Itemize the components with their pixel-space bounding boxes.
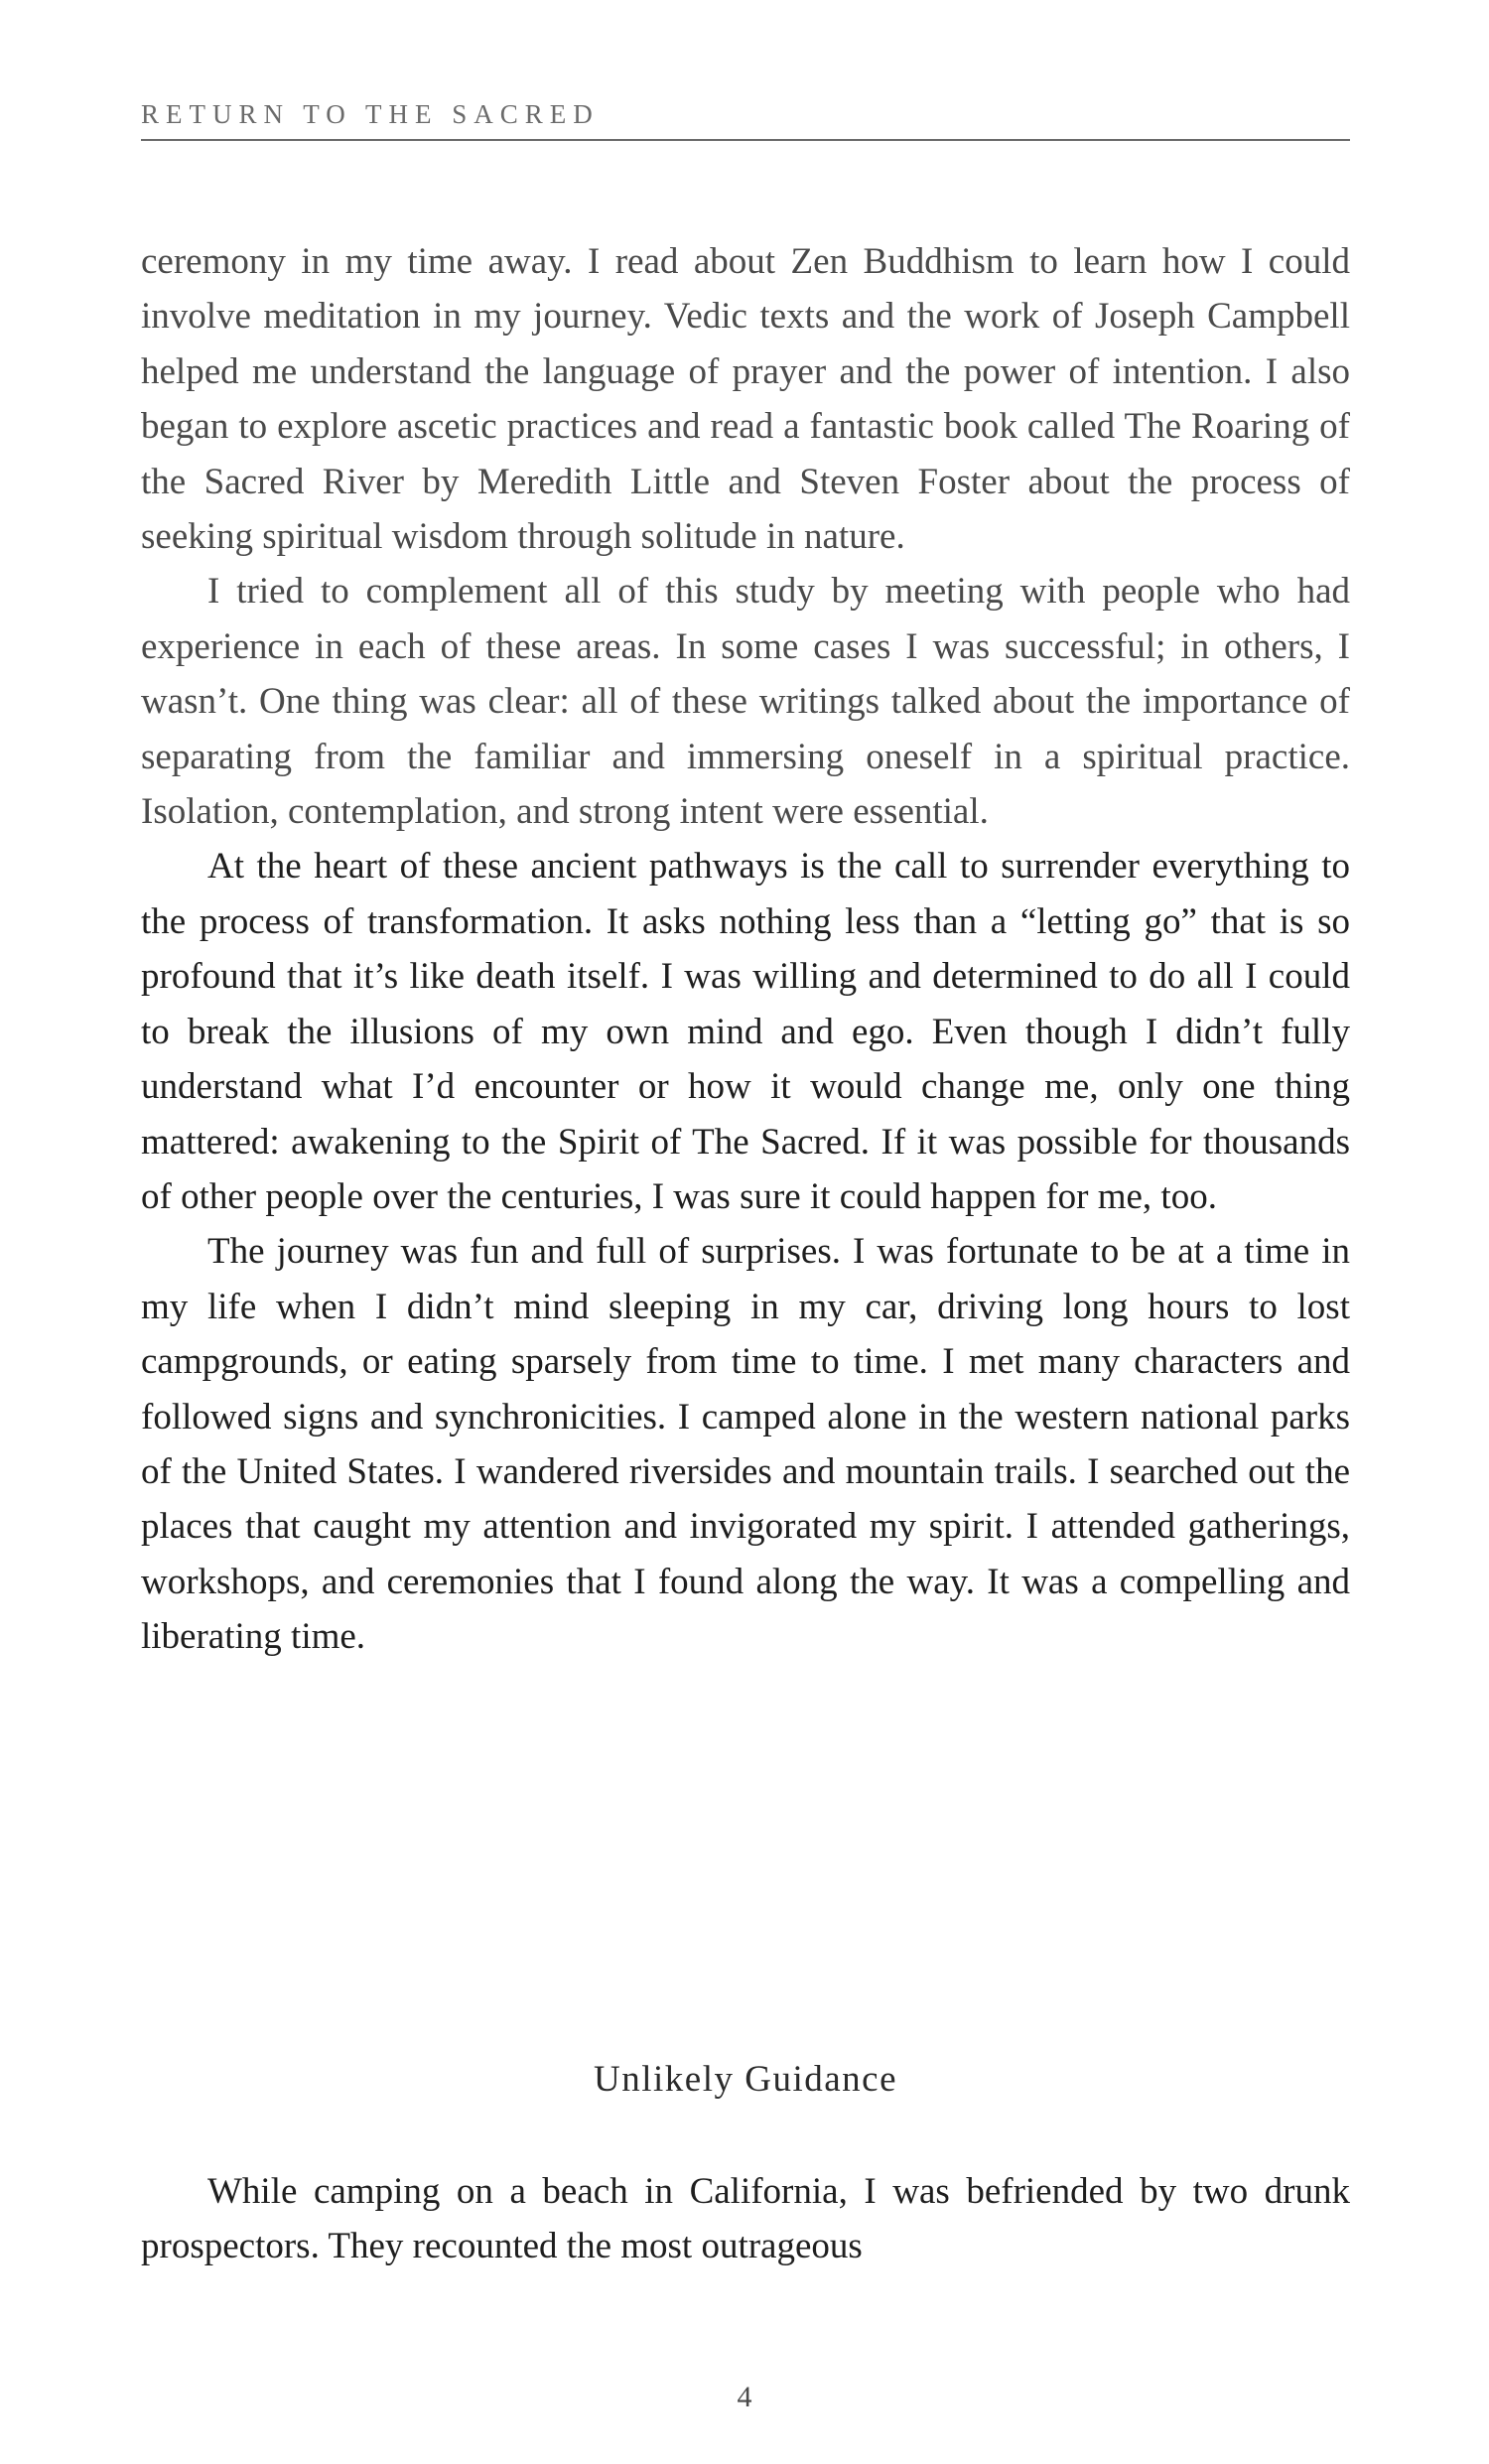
section-text xyxy=(141,2164,1350,2274)
paragraph: I tried to complement all of this study by meeting with people who had experience in each of these areas. In some cases I was successful; in others, I wasn’t. One thing was clear: all of these writings talked about the importance of separating from the familiar and immersing oneself in a spiritual practice. Isolation, contemplation, and strong intent were essential. xyxy=(141,571,1350,833)
paragraph: At the heart of these ancient pathways is the call to surrender everything to the process of transformation. It asks nothing less than a “letting go” that is so profound that it’s like death itself. I was willing and determined to do all I could to break the illusions of my own mind and ego. Even though I didn’t fully understand what I’d encounter or how it would change me, only one thing mattered: awakening to the Spirit of The Sacred. If it was possible for thousands of other people over the centuries, I was sure it could happen for me, too. xyxy=(141,846,1350,1217)
paragraph: While camping on a beach in California, I was befriended by two drunk prospectors. They recounted the most outrageous xyxy=(141,2171,1350,2267)
header-rule xyxy=(141,139,1350,141)
body-text xyxy=(141,234,1350,1665)
page-number: 4 xyxy=(737,2381,752,2413)
section-heading: Unlikely Guidance xyxy=(594,2059,897,2100)
paragraph: The journey was fun and full of surprises. I was fortunate to be at a time in my life when I didn’t mind sleeping in my car, driving long hours to lost campgrounds, or eating sparsely from time to time. I met many characters and followed signs and synchronicities. I camped alone in the western national parks of the United States. I wandered riversides and mountain trails. I searched out the places that caught my attention and invigorated my spirit. I attended gatherings, workshops, and ceremonies that I found along the way. It was a compelling and liberating time. xyxy=(141,1231,1350,1658)
running-header: RETURN TO THE SACRED xyxy=(141,99,600,129)
paragraph: ceremony in my time away. I read about Zen Buddhism to learn how I could involve meditation in my journey. Vedic texts and the work of Joseph Campbell helped me understand the language of prayer and the power of intention. I also began to explore ascetic practices and read a fantastic book called The Roaring of the Sacred River by Meredith Little and Steven Foster about the process of seeking spiritual wisdom through solitude in nature. xyxy=(141,241,1350,558)
